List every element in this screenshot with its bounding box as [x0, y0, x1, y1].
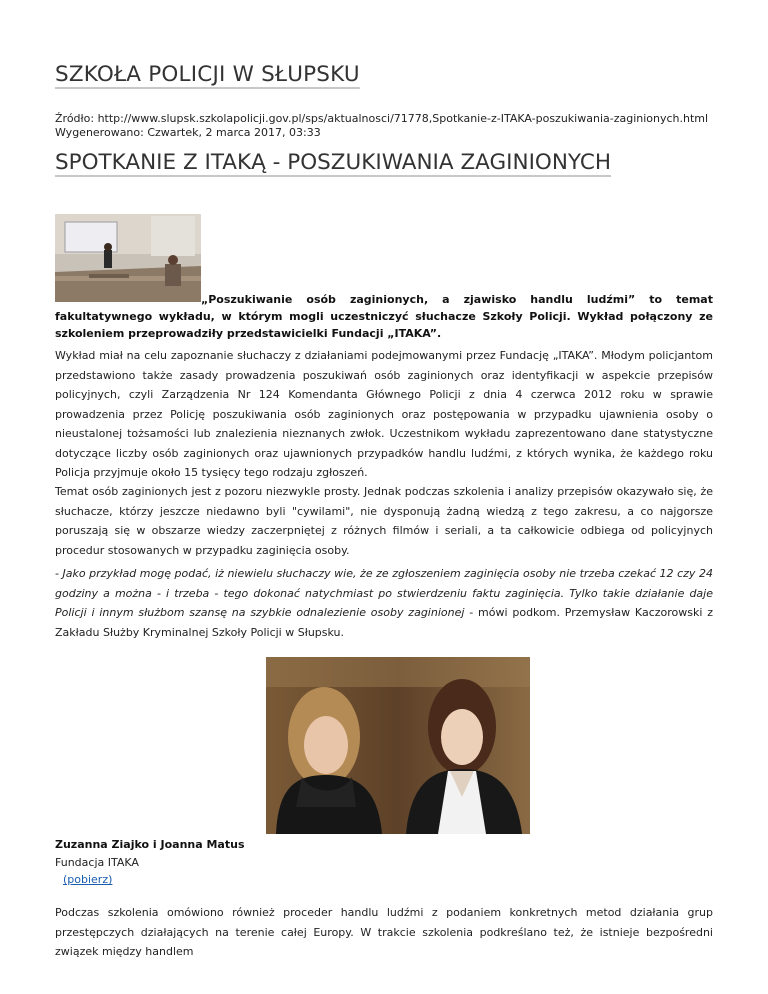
- paragraph-2: Temat osób zaginionych jest z pozoru niezwykle prosty. Jednak podczas szkolenia i analizy przepisów okazywało się, że słuchacze, którzy jeszcze niedawno byli "cywilami", nie dysponują żadną wiedzą z tego zakresu, a co najgorsze poruszają się w obszarze wiedzy zaczerpniętej z różnych filmów i seriali, a ta całkowicie odbiega od policyjnych procedur stosowanych w przypadku zaginięcia osoby.: [55, 485, 713, 557]
- intro-text: „Poszukiwanie osób zaginionych, a zjawisko handlu ludźmi” to temat fakultatywnego wykładu, w którym mogli uczestniczyć słuchacze Szkoły Policji. Wykład połączony ze szkoleniem przeprowadziły przedstawicielki Fundacji „ITAKA”.: [55, 293, 713, 340]
- article-title: SPOTKANIE Z ITAKĄ - POSZUKIWANIA ZAGINIONYCH: [55, 150, 612, 175]
- paragraph-1: Wykład miał na celu zapoznanie słuchaczy z działaniami podejmowanymi przez Fundację „ITAKA”. Młodym policjantom przedstawiono także zasady prowadzenia poszukiwań osób zaginionych oraz identyfikacji w aspekcie przepisów policyjnych, czyli Zarządzenia Nr 124 Komendanta Głównego Policji z dnia 4 czerwca 2012 roku w sprawie prowadzenia przez Policję poszukiwania osób zaginionych oraz postępowania w przypadku ujawnienia osoby o nieustalonej tożsamości lub znalezienia nieznanych zwłok. Uczestnikom wykładu zaprezentowano dane statystyczne dotyczące liczby osób zaginionych oraz ujawnionych przypadków handlu ludźmi, z których wynika, że każdego roku Policja przyjmuje około 15 tysięcy tego rodzaju zgłoszeń.: [55, 349, 713, 479]
- speakers-photo: [266, 657, 530, 834]
- download-link[interactable]: (pobierz): [63, 873, 113, 886]
- photo-caption-subtitle: Fundacja ITAKA: [55, 856, 139, 869]
- document-meta: [55, 112, 708, 140]
- article-intro: [55, 291, 713, 342]
- quote-attribution: - mówi podkom. Przemysław Kaczorowski z Zakładu Służby Kryminalnej Szkoły Policji w Słupsku.: [55, 606, 714, 639]
- site-title: SZKOŁA POLICJI W SŁUPSKU: [55, 62, 360, 87]
- paragraph-3: [55, 564, 713, 642]
- generated-date: Wygenerowano: Czwartek, 2 marca 2017, 03:33: [55, 126, 321, 139]
- paragraph-4: Podczas szkolenia omówiono również proceder handlu ludźmi z podaniem konkretnych metod działania grup przestępczych działających na terenie całej Europy. W trakcie szkolenia podkreślano też, że istnieje bezpośredni związek między handlem: [55, 906, 713, 958]
- lecture-photo: [55, 214, 201, 302]
- photo-caption-title: Zuzanna Ziajko i Joanna Matus: [55, 838, 245, 851]
- quote-text: - Jako przykład mogę podać, iż niewielu słuchaczy wie, że ze zgłoszeniem zaginięcia osoby nie trzeba czekać 12 czy 24 godziny a można - i trzeba - tego dokonać natychmiast po stwierdzeniu faktu zaginięcia. Tylko takie działanie daje Policji i innym służbom szansę na szybkie odnalezienie osoby zaginionej: [55, 567, 713, 619]
- source-url: Źródło: http://www.slupsk.szkolapolicji.gov.pl/sps/aktualnosci/71778,Spotkanie-z-ITAKA-poszukiwania-zaginionych.html: [55, 112, 709, 125]
